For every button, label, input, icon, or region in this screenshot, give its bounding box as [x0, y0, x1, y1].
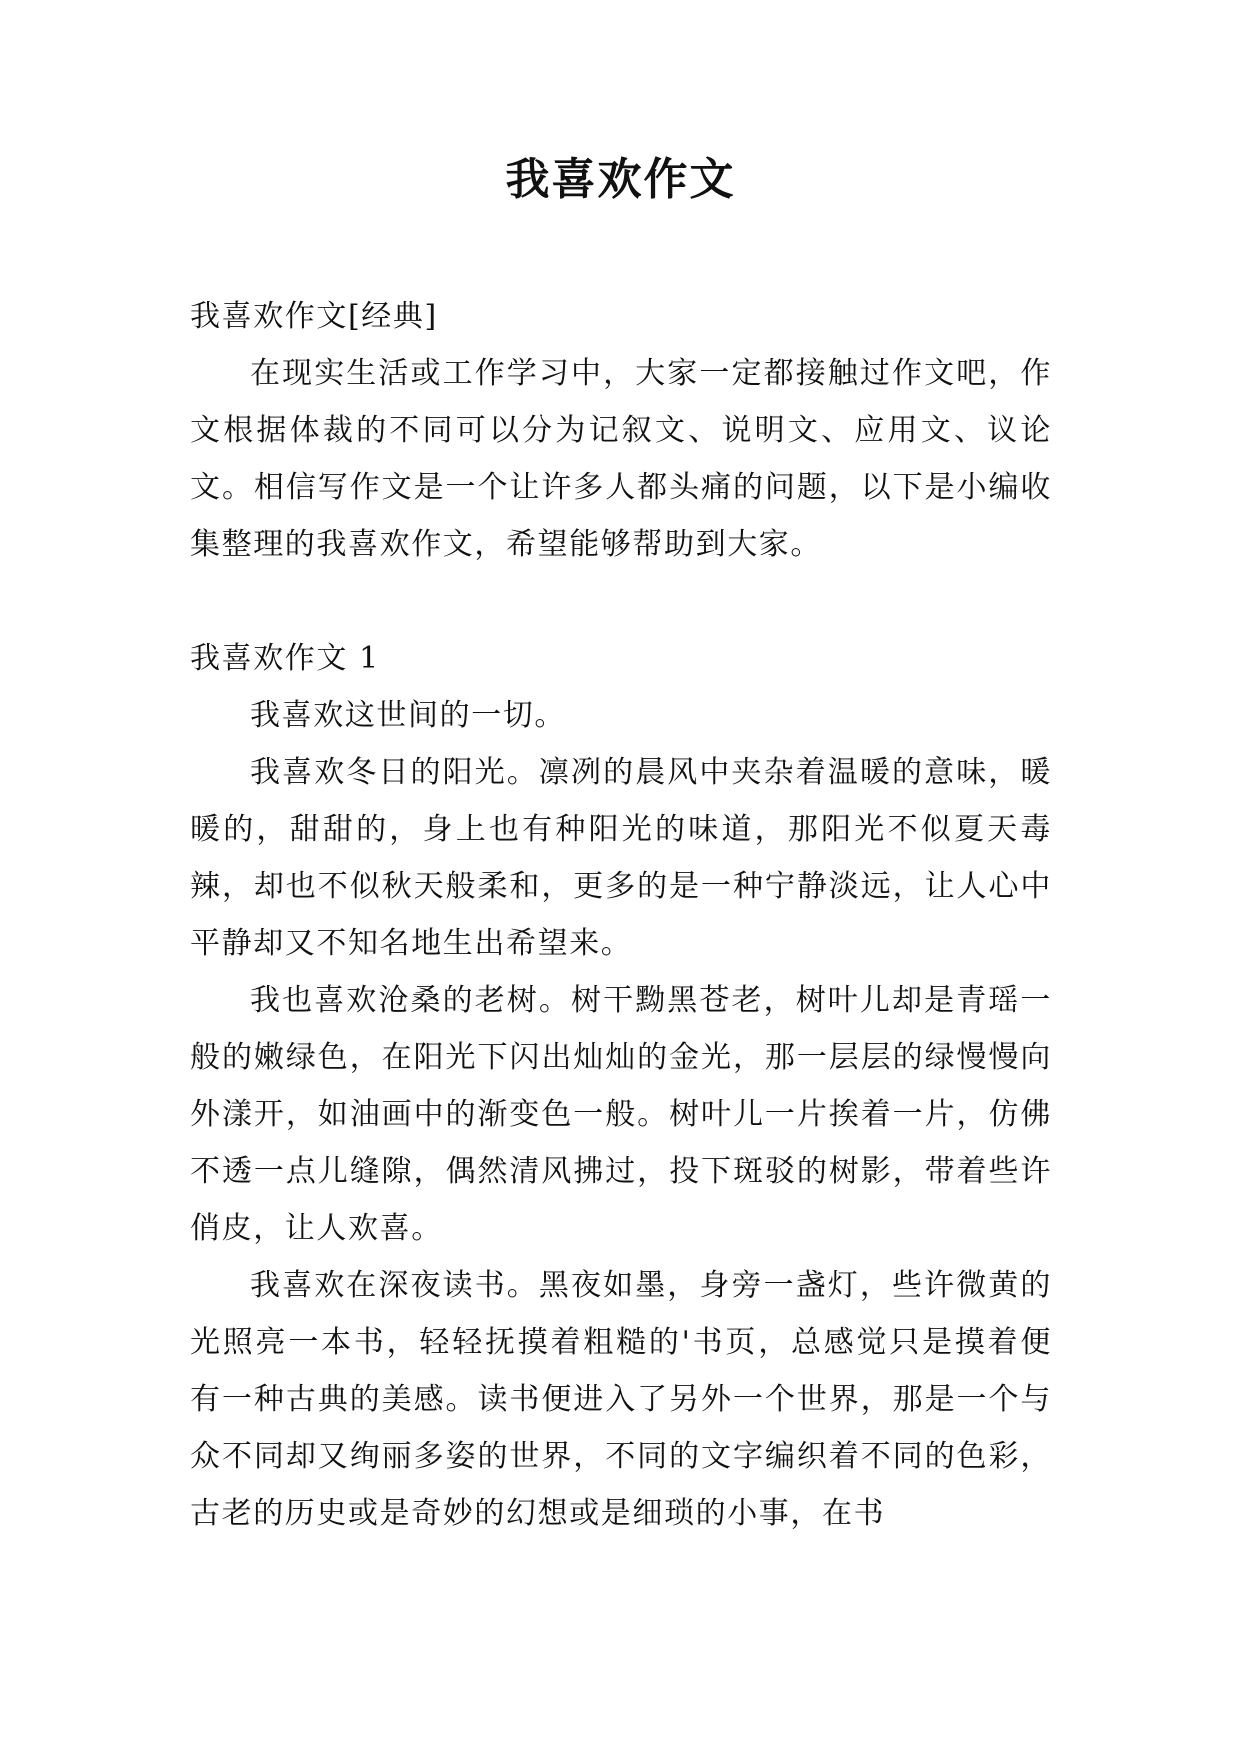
intro-paragraph: 在现实生活或工作学习中，大家一定都接触过作文吧，作文根据体裁的不同可以分为记叙文、说明文、应用文、议论文。相信写作文是一个让许多人都头痛的问题，以下是小编收集整理的我喜欢作文，希望能够帮助到大家。 [190, 356, 1052, 562]
body-paragraph: 我喜欢这世间的一切。 [250, 698, 566, 733]
section-heading: 我喜欢作文 1 [190, 641, 380, 676]
body-paragraph: 我喜欢在深夜读书。黑夜如墨，身旁一盏灯，些许微黄的光照亮一本书，轻轻抚摸着粗糙的'书页，总感觉只是摸着便有一种古典的美感。读书便进入了另外一个世界，那是一个与众不同却又绚丽多姿的世界，不同的文字编织着不同的色彩，古老的历史或是奇妙的幻想或是细琐的小事，在书 [190, 1268, 1052, 1531]
section-spacer [190, 573, 1052, 630]
intro-heading: 我喜欢作文[经典] [190, 299, 438, 334]
body-paragraph: 我喜欢冬日的阳光。凛冽的晨风中夹杂着温暖的意味，暖暖的，甜甜的，身上也有种阳光的味道，那阳光不似夏天毒辣，却也不似秋天般柔和，更多的是一种宁静淡远，让人心中平静却又不知名地生出希望来。 [190, 755, 1052, 961]
body-paragraph: 我也喜欢沧桑的老树。树干黝黑苍老，树叶儿却是青瑶一般的嫩绿色，在阳光下闪出灿灿的金光，那一层层的绿慢慢向外漾开，如油画中的渐变色一般。树叶儿一片挨着一片，仿佛不透一点儿缝隙，偶然清风拂过，投下斑驳的树影，带着些许俏皮，让人欢喜。 [190, 983, 1052, 1246]
document-title: 我喜欢作文 [505, 154, 736, 205]
document-body [190, 288, 1052, 1542]
